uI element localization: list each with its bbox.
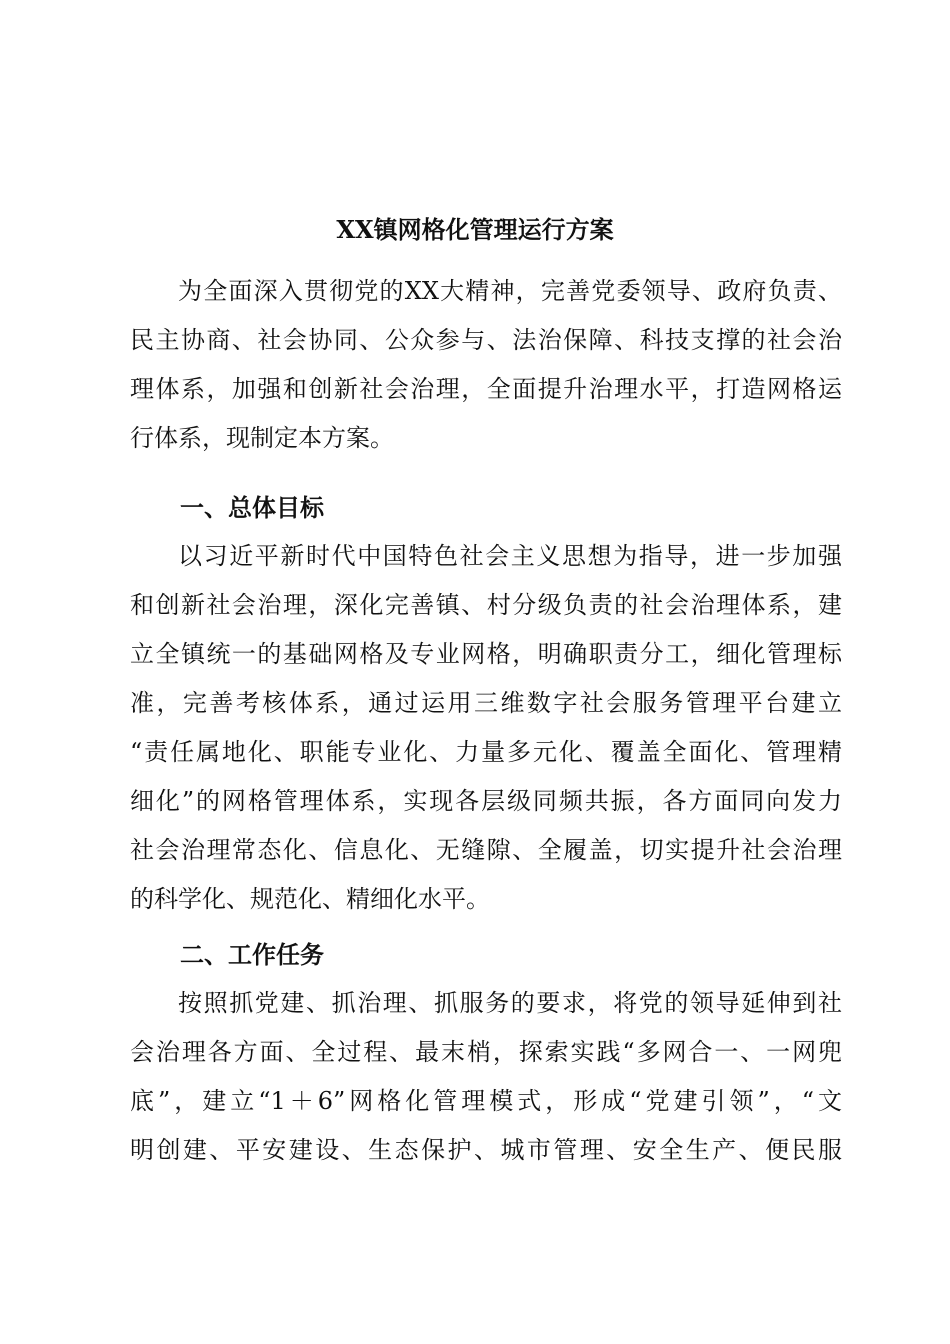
text-line: 社会治理常态化、信息化、无缝隙、全履盖，切实提升社会治理 [130, 836, 842, 864]
text-line: 底”，建立“1＋6”网格化管理模式，形成“党建引领”，“文 [130, 1087, 842, 1115]
text-line: 明创建、平安建设、生态保护、城市管理、安全生产、便民服 [130, 1136, 842, 1164]
text-line: 的科学化、规范化、精细化水平。 [130, 885, 490, 913]
text-line: 民主协商、社会协同、公众参与、法治保障、科技支撑的社会治 [130, 326, 842, 354]
text-line: 会治理各方面、全过程、最末梢，探索实践“多网合一、一网兜 [130, 1038, 842, 1066]
text-line: 按照抓党建、抓治理、抓服务的要求，将党的领导延伸到社 [178, 989, 842, 1017]
text-line: 准，完善考核体系，通过运用三维数字社会服务管理平台建立 [130, 689, 842, 717]
work-tasks-paragraph [130, 979, 842, 1175]
text-line: 为全面深入贯彻党的XX大精神，完善党委领导、政府负责、 [178, 277, 842, 305]
text-line: “责任属地化、职能专业化、力量多元化、覆盖全面化、管理精 [130, 738, 842, 766]
section-heading-work-tasks: 二、工作任务 [180, 940, 324, 969]
text-line: 和创新社会治理，深化完善镇、村分级负责的社会治理体系，建 [130, 591, 842, 619]
text-line: 行体系，现制定本方案。 [130, 424, 394, 452]
intro-paragraph [130, 267, 842, 463]
document-title: XX镇网格化管理运行方案 [336, 215, 614, 244]
text-line: 立全镇统一的基础网格及专业网格，明确职责分工，细化管理标 [130, 640, 842, 668]
section-heading-overall-goal: 一、总体目标 [180, 493, 324, 522]
text-line: 以习近平新时代中国特色社会主义思想为指导，进一步加强 [178, 542, 842, 570]
text-line: 细化”的网格管理体系，实现各层级同频共振，各方面同向发力 [130, 787, 842, 815]
overall-goal-paragraph [130, 532, 842, 924]
text-line: 理体系，加强和创新社会治理，全面提升治理水平，打造网格运 [130, 375, 842, 403]
